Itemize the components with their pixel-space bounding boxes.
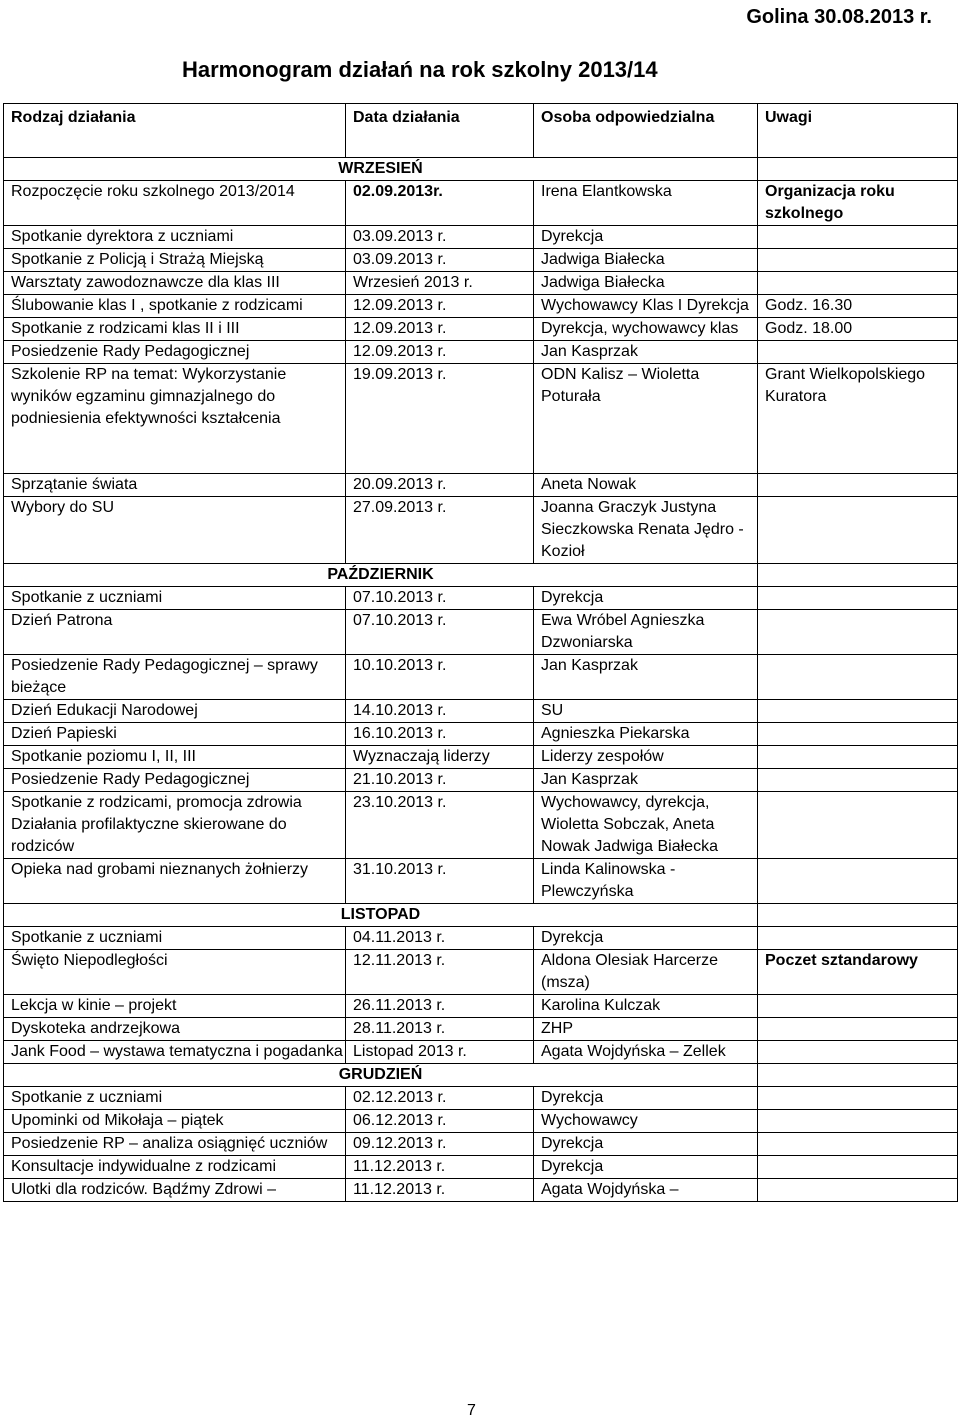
person-cell: Dyrekcja [534,226,758,249]
place-date: Golina 30.08.2013 r. [746,6,932,28]
table-row [4,318,958,341]
date-cell: 02.09.2013r. [346,181,534,226]
activity-cell: Ulotki dla rodziców. Bądźmy Zdrowi – [4,1179,346,1202]
person-cell: Jan Kasprzak [534,655,758,700]
activity-cell: Jank Food – wystawa tematyczna i pogadanka [4,1041,346,1064]
table-row [4,1087,958,1110]
notes-cell [758,655,958,700]
date-cell: Wrzesień 2013 r. [346,272,534,295]
date-cell: 02.12.2013 r. [346,1087,534,1110]
notes-cell [758,272,958,295]
date-cell: 10.10.2013 r. [346,655,534,700]
table-row [4,1133,958,1156]
activity-cell: Rozpoczęcie roku szkolnego 2013/2014 [4,181,346,226]
person-cell: ZHP [534,1018,758,1041]
person-cell: Joanna Graczyk Justyna Sieczkowska Renata Jędro - Kozioł [534,497,758,564]
activity-cell: Posiedzenie Rady Pedagogicznej – sprawy bieżące [4,655,346,700]
activity-cell: Konsultacje indywidualne z rodzicami [4,1156,346,1179]
table-row [4,746,958,769]
date-cell: 14.10.2013 r. [346,700,534,723]
notes-cell [758,249,958,272]
month-header-row [4,158,958,181]
table-row [4,497,958,564]
activity-cell: Spotkanie z rodzicami klas II i III [4,318,346,341]
person-cell: Linda Kalinowska - Plewczyńska [534,859,758,904]
activity-cell: Posiedzenie RP – analiza osiągnięć uczniów [4,1133,346,1156]
date-cell: 12.09.2013 r. [346,295,534,318]
date-cell: 11.12.2013 r. [346,1156,534,1179]
month-heading: WRZESIEŃ [4,158,758,181]
page-number: 7 [467,1402,476,1419]
notes-cell: Poczet sztandarowy [758,950,958,995]
table-row [4,295,958,318]
date-cell: 06.12.2013 r. [346,1110,534,1133]
table-row [4,792,958,859]
notes-cell [758,927,958,950]
date-cell: 21.10.2013 r. [346,769,534,792]
month-heading: GRUDZIEŃ [4,1064,758,1087]
table-row [4,226,958,249]
column-header-notes: Uwagi [758,104,958,158]
notes-cell [758,158,958,181]
notes-cell [758,1087,958,1110]
person-cell: Jan Kasprzak [534,769,758,792]
person-cell: ODN Kalisz – Wioletta Poturała [534,364,758,474]
notes-cell [758,1179,958,1202]
person-cell: Jan Kasprzak [534,341,758,364]
person-cell: Agata Wojdyńska – Zellek [534,1041,758,1064]
table-row [4,950,958,995]
table-row [4,995,958,1018]
person-cell: Wychowawcy, dyrekcja, Wioletta Sobczak, Aneta Nowak Jadwiga Białecka [534,792,758,859]
table-row [4,655,958,700]
activity-cell: Wybory do SU [4,497,346,564]
notes-cell [758,859,958,904]
notes-cell [758,995,958,1018]
notes-cell [758,1064,958,1087]
activity-cell: Ślubowanie klas I , spotkanie z rodzicami [4,295,346,318]
month-header-row [4,904,958,927]
table-row [4,474,958,497]
notes-cell [758,587,958,610]
table-row [4,341,958,364]
date-cell: 19.09.2013 r. [346,364,534,474]
column-header-date: Data działania [346,104,534,158]
date-cell: 09.12.2013 r. [346,1133,534,1156]
date-cell: 07.10.2013 r. [346,610,534,655]
activity-cell: Warsztaty zawodoznawcze dla klas III [4,272,346,295]
schedule-table-body [4,104,958,1202]
notes-cell [758,474,958,497]
activity-cell: Upominki od Mikołaja – piątek [4,1110,346,1133]
activity-cell: Posiedzenie Rady Pedagogicznej [4,769,346,792]
notes-cell [758,723,958,746]
table-row [4,859,958,904]
table-row [4,249,958,272]
column-header-activity: Rodzaj działania [4,104,346,158]
activity-cell: Dyskoteka andrzejkowa [4,1018,346,1041]
notes-cell: Godz. 16.30 [758,295,958,318]
notes-cell [758,904,958,927]
table-row [4,1156,958,1179]
date-cell: 23.10.2013 r. [346,792,534,859]
notes-cell [758,610,958,655]
activity-cell: Spotkanie z rodzicami, promocja zdrowia Działania profilaktyczne skierowane do rodziców [4,792,346,859]
column-header-person: Osoba odpowiedzialna [534,104,758,158]
date-cell: 26.11.2013 r. [346,995,534,1018]
table-row [4,587,958,610]
activity-cell: Dzień Edukacji Narodowej [4,700,346,723]
date-cell: Listopad 2013 r. [346,1041,534,1064]
table-row [4,364,958,474]
person-cell: Jadwiga Białecka [534,272,758,295]
table-row [4,610,958,655]
month-header-row [4,564,958,587]
person-cell: Dyrekcja [534,1156,758,1179]
date-cell: 11.12.2013 r. [346,1179,534,1202]
date-cell: 03.09.2013 r. [346,226,534,249]
table-row [4,1041,958,1064]
person-cell: Karolina Kulczak [534,995,758,1018]
activity-cell: Spotkanie poziomu I, II, III [4,746,346,769]
notes-cell [758,792,958,859]
notes-cell [758,226,958,249]
person-cell: Dyrekcja, wychowawcy klas [534,318,758,341]
person-cell: Dyrekcja [534,1087,758,1110]
person-cell: SU [534,700,758,723]
month-heading: LISTOPAD [4,904,758,927]
notes-cell [758,769,958,792]
activity-cell: Szkolenie RP na temat: Wykorzystanie wyników egzaminu gimnazjalnego do podniesienia efektywności kształcenia [4,364,346,474]
document-title: Harmonogram działań na rok szkolny 2013/14 [182,57,658,82]
date-cell: 07.10.2013 r. [346,587,534,610]
person-cell: Dyrekcja [534,927,758,950]
activity-cell: Spotkanie z Policją i Strażą Miejską [4,249,346,272]
person-cell: Ewa Wróbel Agnieszka Dzwoniarska [534,610,758,655]
schedule-table [3,103,958,1202]
activity-cell: Lekcja w kinie – projekt [4,995,346,1018]
table-row [4,927,958,950]
date-cell: 27.09.2013 r. [346,497,534,564]
notes-cell [758,497,958,564]
date-cell: 16.10.2013 r. [346,723,534,746]
notes-cell [758,746,958,769]
activity-cell: Spotkanie z uczniami [4,587,346,610]
activity-cell: Spotkanie dyrektora z uczniami [4,226,346,249]
activity-cell: Święto Niepodległości [4,950,346,995]
person-cell: Wychowawcy [534,1110,758,1133]
activity-cell: Spotkanie z uczniami [4,1087,346,1110]
date-cell: 12.11.2013 r. [346,950,534,995]
table-row [4,1110,958,1133]
date-cell: 04.11.2013 r. [346,927,534,950]
date-cell: 03.09.2013 r. [346,249,534,272]
table-row [4,700,958,723]
person-cell: Liderzy zespołów [534,746,758,769]
date-cell: 28.11.2013 r. [346,1018,534,1041]
notes-cell [758,341,958,364]
activity-cell: Sprzątanie świata [4,474,346,497]
date-cell: 12.09.2013 r. [346,341,534,364]
person-cell: Dyrekcja [534,587,758,610]
person-cell: Jadwiga Białecka [534,249,758,272]
activity-cell: Spotkanie z uczniami [4,927,346,950]
table-header-row [4,104,958,158]
person-cell: Irena Elantkowska [534,181,758,226]
activity-cell: Posiedzenie Rady Pedagogicznej [4,341,346,364]
notes-cell [758,1018,958,1041]
notes-cell [758,564,958,587]
table-row [4,723,958,746]
notes-cell [758,1133,958,1156]
table-row [4,272,958,295]
notes-cell [758,700,958,723]
month-heading: PAŹDZIERNIK [4,564,758,587]
notes-cell [758,1156,958,1179]
notes-cell: Godz. 18.00 [758,318,958,341]
person-cell: Wychowawcy Klas I Dyrekcja [534,295,758,318]
table-row [4,1018,958,1041]
activity-cell: Dzień Papieski [4,723,346,746]
month-header-row [4,1064,958,1087]
person-cell: Agata Wojdyńska – [534,1179,758,1202]
notes-cell: Organizacja roku szkolnego [758,181,958,226]
person-cell: Aldona Olesiak Harcerze (msza) [534,950,758,995]
date-cell: Wyznaczają liderzy [346,746,534,769]
person-cell: Aneta Nowak [534,474,758,497]
date-cell: 12.09.2013 r. [346,318,534,341]
table-row [4,181,958,226]
notes-cell [758,1041,958,1064]
date-cell: 31.10.2013 r. [346,859,534,904]
person-cell: Agnieszka Piekarska [534,723,758,746]
notes-cell: Grant Wielkopolskiego Kuratora [758,364,958,474]
date-cell: 20.09.2013 r. [346,474,534,497]
table-row [4,769,958,792]
activity-cell: Dzień Patrona [4,610,346,655]
person-cell: Dyrekcja [534,1133,758,1156]
notes-cell [758,1110,958,1133]
table-row [4,1179,958,1202]
activity-cell: Opieka nad grobami nieznanych żołnierzy [4,859,346,904]
